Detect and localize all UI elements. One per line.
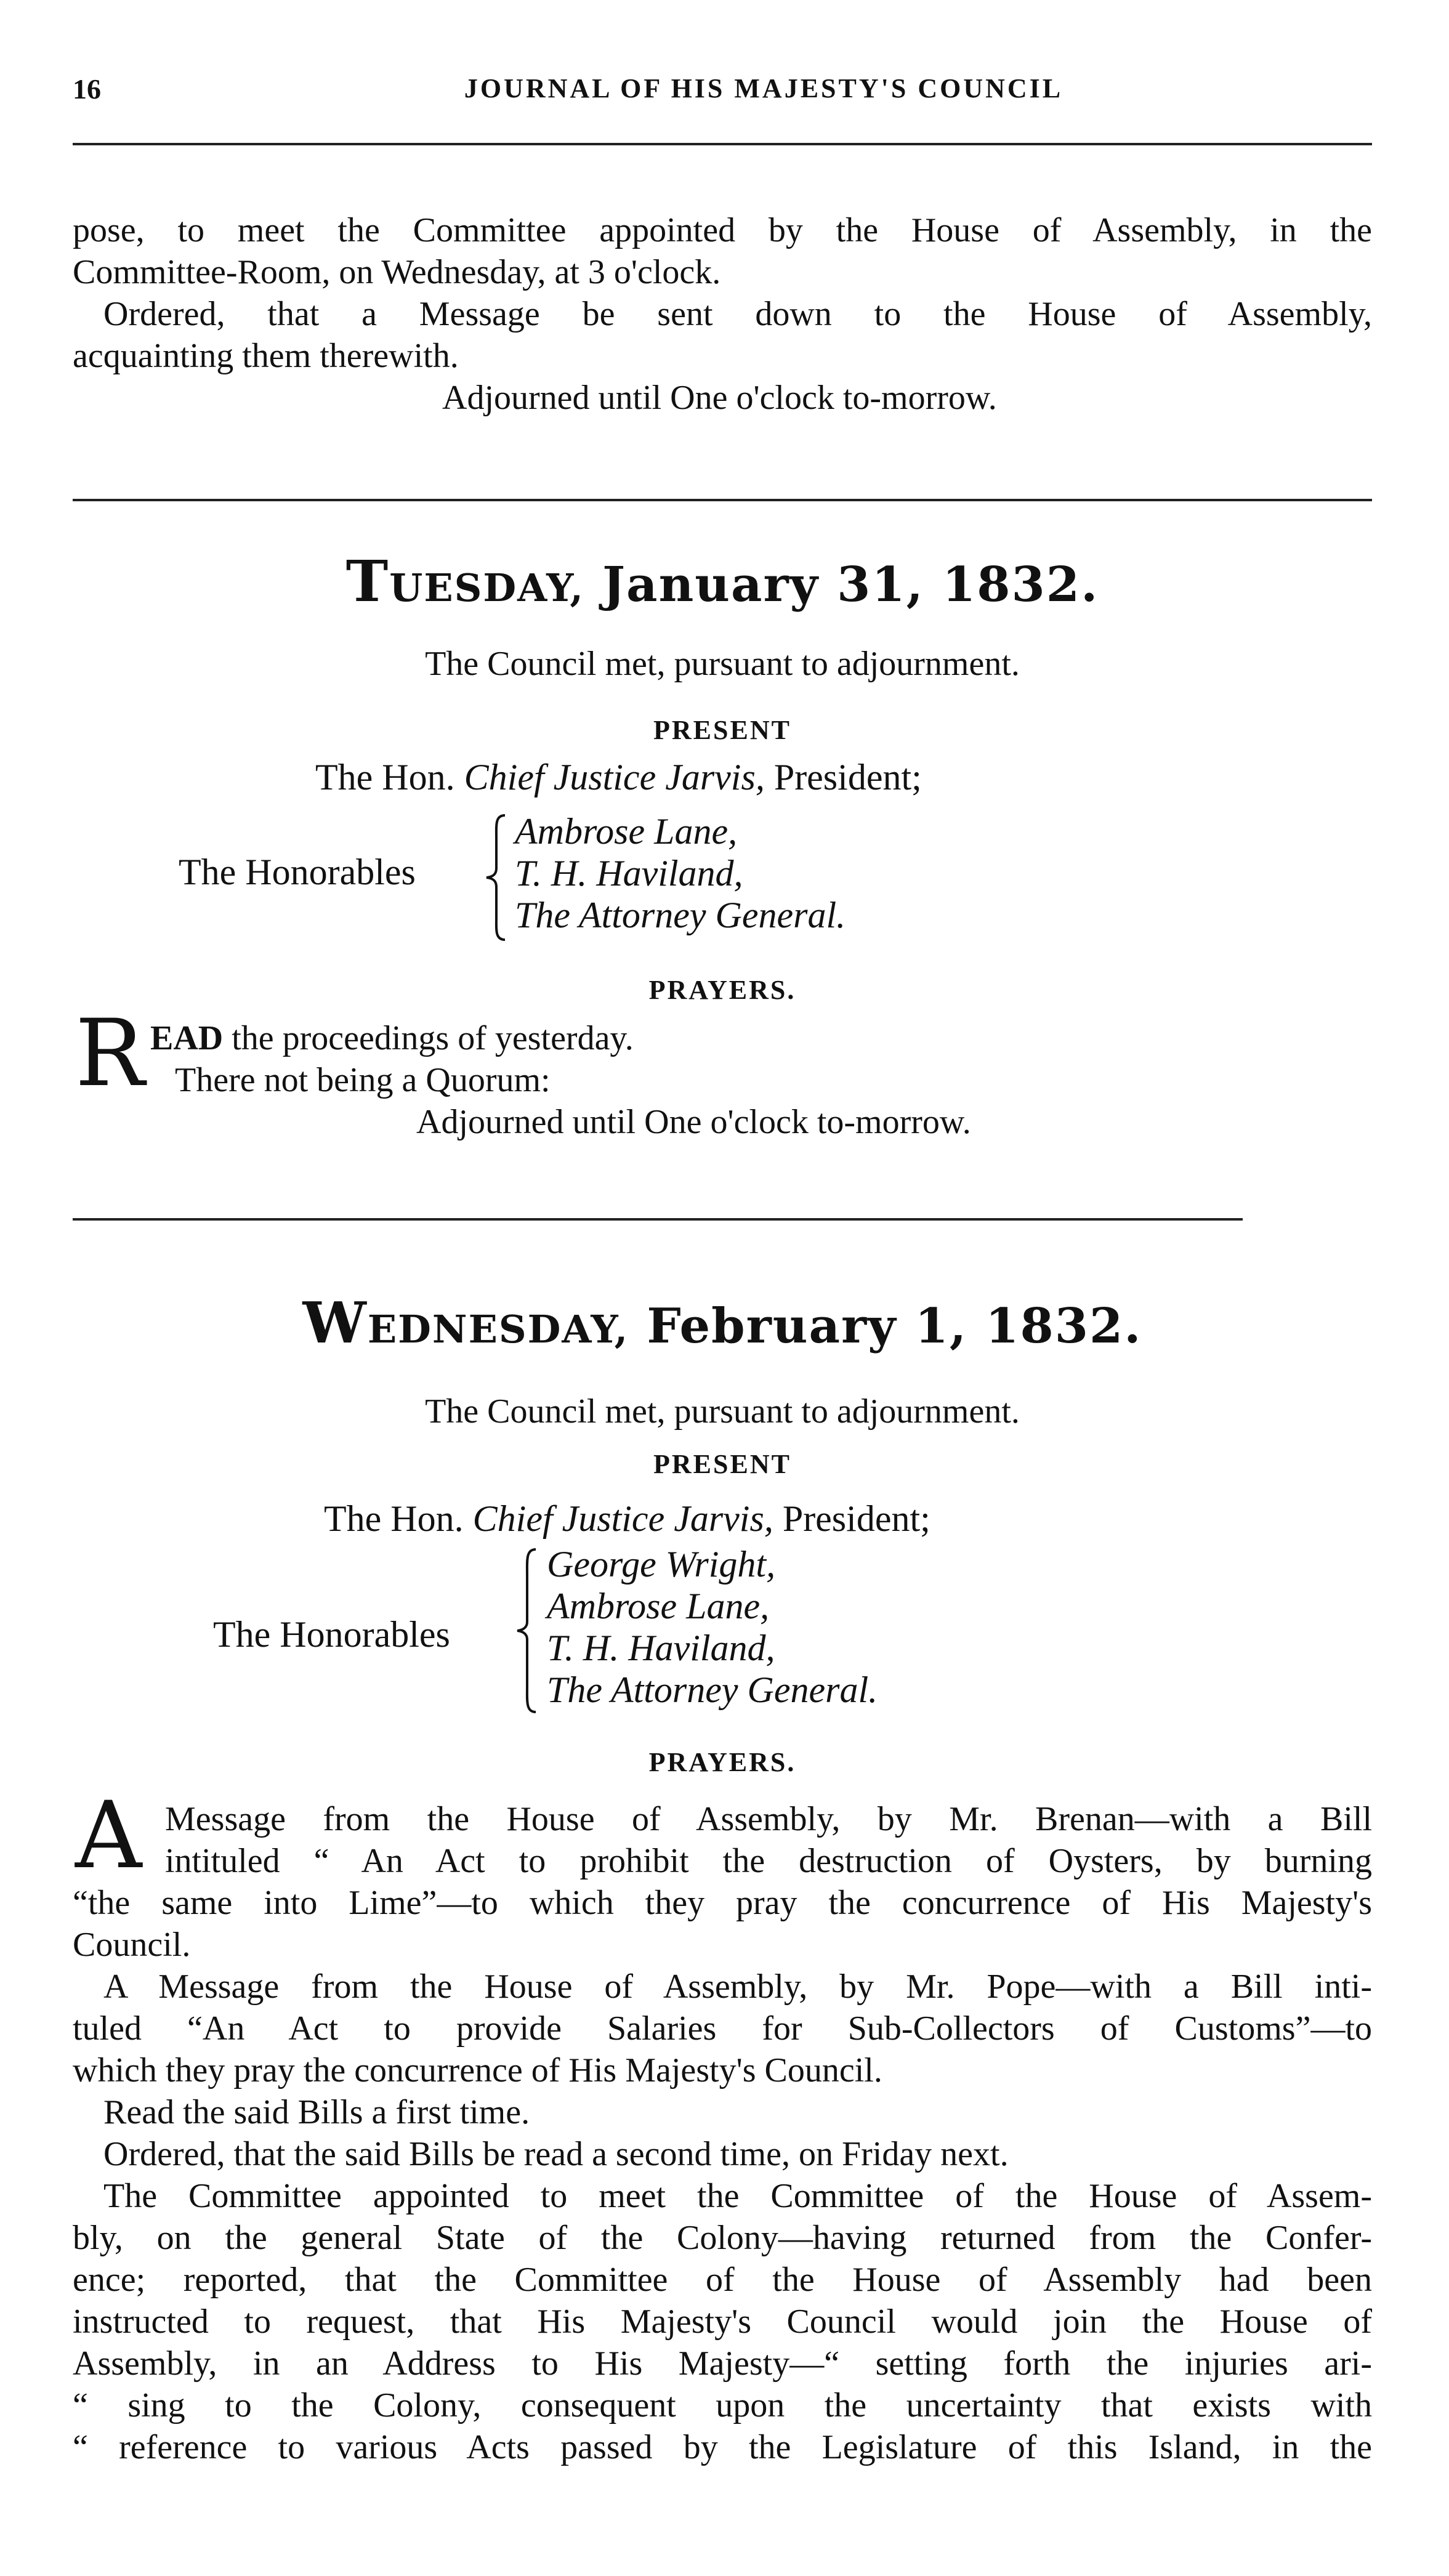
- member-name: Ambrose Lane,: [547, 1586, 770, 1626]
- header-rule: [73, 143, 1372, 145]
- paragraph-line: ence; reported, that the Committee of the House of Assembly had been: [73, 2261, 1372, 2299]
- president-line: [324, 1498, 930, 1540]
- continuation-adjourn: Adjourned until One o'clock to-morrow.: [442, 379, 997, 417]
- president-prefix: The Hon.: [324, 1498, 464, 1539]
- continuation-line-3: Ordered, that a Message be sent down to the House of Assembly,: [103, 295, 1372, 333]
- honorables-label: The Honorables: [179, 852, 416, 892]
- present-label: PRESENT: [653, 1449, 791, 1479]
- drop-cap: A: [75, 1782, 142, 1889]
- day-heading-wednesday: [73, 1290, 1372, 1356]
- member-name: Ambrose Lane,: [515, 811, 738, 852]
- paragraph-line: “ sing to the Colony, consequent upon the uncertainty that exists with: [73, 2386, 1372, 2425]
- paragraph-line: tuled “An Act to provide Salaries for Sub-Collectors of Customs”—to: [73, 2009, 1372, 2048]
- members-brace: [484, 813, 509, 942]
- continuation-line-1: pose, to meet the Committee appointed by the House of Assembly, in the: [73, 211, 1372, 249]
- president-name: Chief Justice Jarvis,: [464, 757, 765, 797]
- day-heading-tuesday: [73, 548, 1372, 615]
- read-proceedings: [150, 1017, 634, 1059]
- section-rule-1: [73, 499, 1372, 501]
- heading-weekday: EDNESDAY,: [367, 1307, 629, 1352]
- quorum-line: There not being a Quorum:: [175, 1061, 551, 1099]
- paragraph-line: Message from the House of Assembly, by Mr. Brenan—with a Bill: [165, 1800, 1372, 1838]
- paragraph-line: The Committee appointed to meet the Committee of the House of Assem-: [103, 2177, 1372, 2215]
- member-name: The Attorney General.: [515, 895, 846, 935]
- paragraph-line: “ reference to various Acts passed by the Legislature of this Island, in the: [73, 2428, 1372, 2466]
- paragraph-line: intituled “ An Act to prohibit the destruction of Oysters, by burning: [165, 1842, 1372, 1880]
- heading-initial: T: [345, 548, 390, 615]
- members-brace: [515, 1547, 539, 1714]
- paragraph-line: “the same into Lime”—to which they pray the concurrence of His Majesty's: [73, 1884, 1372, 1922]
- member-name: T. H. Haviland,: [515, 853, 743, 894]
- president-suffix: President;: [773, 757, 922, 797]
- member-name: The Attorney General.: [547, 1670, 878, 1710]
- paragraph-line: which they pray the concurrence of His Majesty's Council.: [73, 2051, 882, 2089]
- council-met-text: The Council met, pursuant to adjournment.: [425, 1392, 1020, 1431]
- heading-date: February 1, 1832.: [647, 1298, 1142, 1354]
- president-name: Chief Justice Jarvis,: [472, 1498, 773, 1539]
- paragraph-line: bly, on the general State of the Colony—having returned from the Confer-: [73, 2219, 1372, 2257]
- council-met-text: The Council met, pursuant to adjournment.: [425, 645, 1020, 683]
- president-suffix: President;: [782, 1498, 930, 1539]
- read-first-line: Read the said Bills a first time.: [103, 2093, 530, 2131]
- heading-weekday: UESDAY,: [389, 565, 584, 610]
- paragraph-line: Council.: [73, 1926, 191, 1964]
- page-number: 16: [73, 73, 101, 105]
- paragraph-line: Assembly, in an Address to His Majesty—“ setting forth the injuries ari-: [73, 2344, 1372, 2383]
- drop-cap: R: [75, 1000, 145, 1107]
- section-rule-2: [73, 1218, 1243, 1221]
- prayers-label: PRAYERS.: [648, 1747, 796, 1777]
- continuation-line-2: Committee-Room, on Wednesday, at 3 o'clock.: [73, 253, 721, 291]
- heading-initial: W: [302, 1290, 368, 1356]
- paragraph-line: instructed to request, that His Majesty's Council would join the House of: [73, 2303, 1372, 2341]
- running-title: JOURNAL OF HIS MAJESTY'S COUNCIL: [464, 73, 1064, 103]
- read-rest: the proceedings of yesterday.: [232, 1019, 634, 1057]
- ordered-second-line: Ordered, that the said Bills be read a second time, on Friday next.: [103, 2135, 1009, 2173]
- heading-date: January 31, 1832.: [602, 557, 1099, 613]
- tuesday-adjourn: Adjourned until One o'clock to-morrow.: [416, 1103, 971, 1141]
- read-bold-lead: EAD: [150, 1019, 224, 1057]
- member-name: T. H. Haviland,: [547, 1628, 775, 1668]
- honorables-label: The Honorables: [213, 1614, 450, 1655]
- paragraph-line: A Message from the House of Assembly, by Mr. Pope—with a Bill inti-: [103, 1968, 1372, 2006]
- continuation-line-4: acquainting them therewith.: [73, 337, 459, 375]
- president-line: [315, 756, 922, 798]
- president-prefix: The Hon.: [315, 757, 455, 797]
- present-label: PRESENT: [653, 715, 791, 745]
- member-name: George Wright,: [547, 1544, 776, 1585]
- prayers-label: PRAYERS.: [648, 975, 796, 1005]
